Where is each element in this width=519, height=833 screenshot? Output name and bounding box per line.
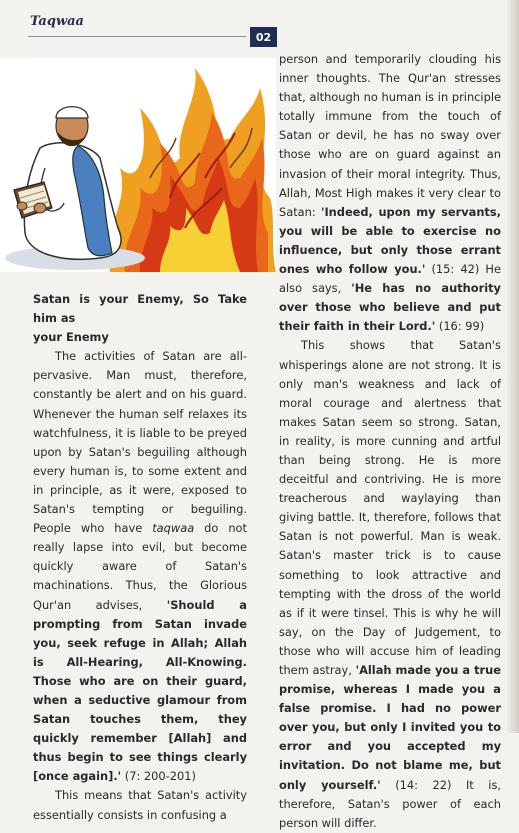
man-reading-quran-with-flames-icon xyxy=(0,58,276,272)
right-p1-reference-2: (16: 99) xyxy=(435,319,485,334)
left-p1-text-b: do not really lapse into evil, but become quickly aware of Satan's machinations. Thus, the Glorious Qur'an advises, xyxy=(33,521,247,612)
right-p1-text-a: person and temporarily clouding his inner thoughts. The Qur'an stresses that, although no human is in principle totally immune from the touch of Satan or devil, he has no sway over those who are on guard against an invasion of their moral integrity. Thus, Allah, Most High makes it very clear to Satan: xyxy=(279,52,501,219)
section-heading-line2: your Enemy xyxy=(33,330,109,345)
left-column xyxy=(33,290,247,825)
right-column xyxy=(279,50,501,833)
right-p1-reference-1: (15: 42) He also says, xyxy=(279,262,501,296)
header-rule xyxy=(28,36,246,37)
section-heading-line1: Satan is your Enemy, So Take him as xyxy=(33,292,247,326)
left-p1-text-a: The activities of Satan are all-pervasive. Man must, therefore, constantly be alert and on his guard. Whenever the human self relaxes its watchfulness, it is liable to be preyed upon by Satan's beguiling although every human is, to some extent and in principle, as it were, exposed to Satan's tempting or beguiling. People who have xyxy=(33,349,247,536)
right-p1-quote-2: 'He has no authority over those who believe and put their faith in their Lord.' xyxy=(279,281,501,334)
page-header xyxy=(0,0,519,46)
right-p2-reference: (14: 22) It is, therefore, Satan's power of each person will differ. xyxy=(279,777,502,830)
right-p2-text-a: This shows that Satan's whisperings alone are not strong. It is only man's weakness and lack of moral courage and alertness that makes Satan seem so strong. Satan, in reality, is more cunning and artful than being strong. He is more deceitful and contriving. He is more treacherous and waylaying than giving battle. It, therefore, follows that Satan is not powerful. Man is weak. Satan's master trick is to cause something to look attractive and tempting with the dross of the world as if it were tinsel. This is why he will say, on the Day of Judgement, to those who will accuse him of leading them astray, xyxy=(279,338,501,677)
section-heading xyxy=(33,290,247,347)
right-paragraph-1 xyxy=(279,50,501,336)
left-paragraph-1 xyxy=(33,347,247,786)
right-p2-quote: 'Allah made you a true promise, whereas I made you a false promise. I had no power over you, but only I invited you to error and you accepted my invitation. Do not blame me, but only yourself.' xyxy=(279,663,501,792)
right-p1-quote-1: 'Indeed, upon my servants, you will be able to exercise no influence, but only those errant ones who follow you.' xyxy=(279,204,501,277)
left-p1-quote: 'Should a prompting from Satan invade you, seek refuge in Allah; Allah is All-Hearing, All-Knowing. Those who are on their guard, when a seductive glamour from Satan touches them, they quickly remember [Allah] and thus begin to see things clearly [once again].' xyxy=(33,597,247,784)
running-title: Taqwaa xyxy=(30,14,84,29)
page-spine-shadow xyxy=(507,0,519,733)
page-number-badge: 02 xyxy=(250,27,277,47)
right-paragraph-2 xyxy=(279,336,501,832)
left-p1-italic-term: taqwaa xyxy=(152,521,195,536)
left-p1-reference: (7: 200-201) xyxy=(121,769,196,784)
left-paragraph-2: This means that Satan's activity essentially consists in confusing a xyxy=(33,788,247,822)
